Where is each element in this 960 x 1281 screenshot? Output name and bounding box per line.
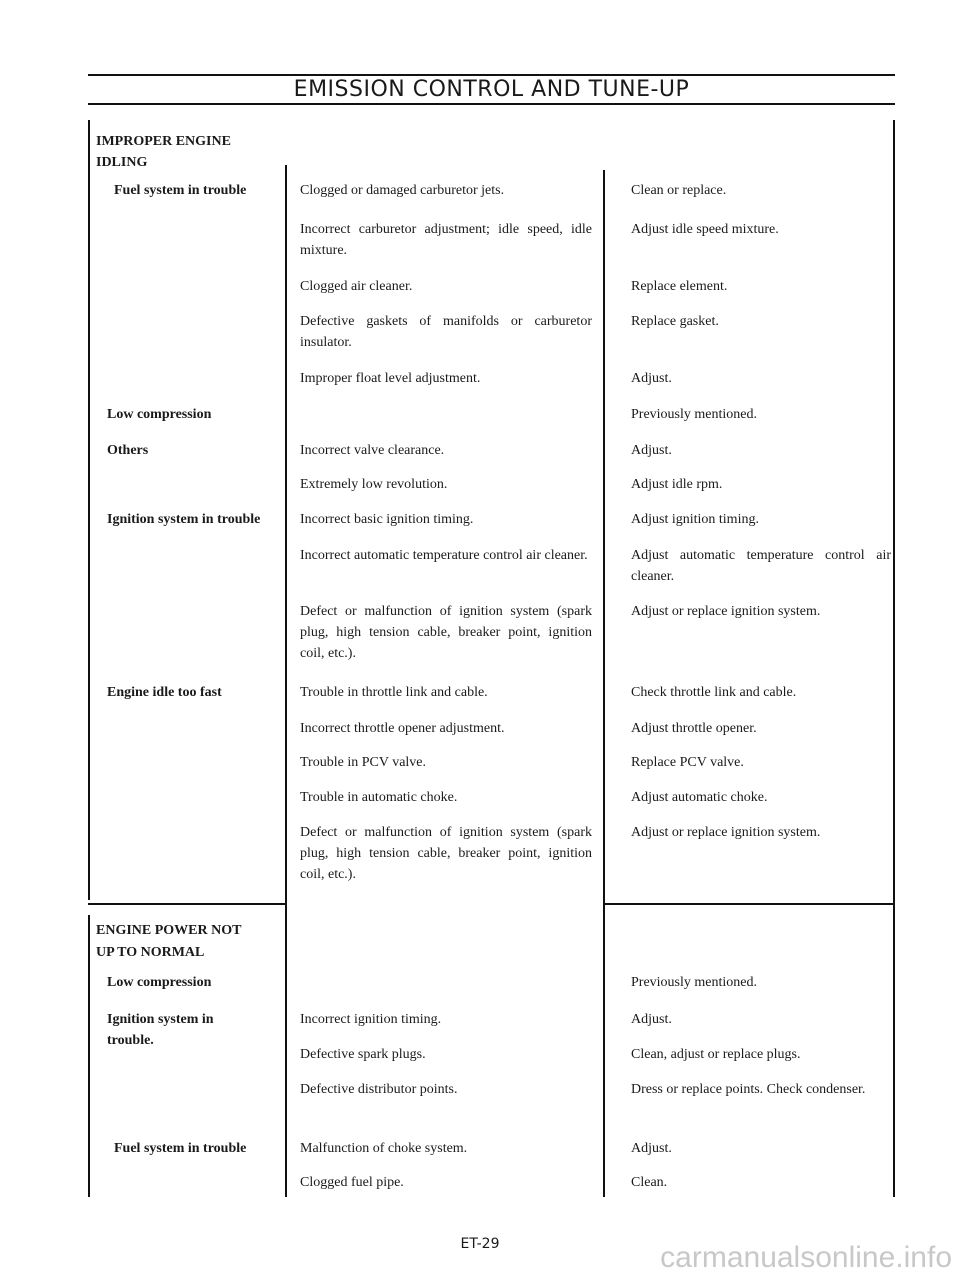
remedy-text: Clean, adjust or replace plugs. — [631, 1047, 801, 1062]
cause-text: Improper float level adjustment. — [300, 371, 481, 386]
remedy-text: Check throttle link and cable. — [631, 685, 797, 700]
cause-text: Trouble in automatic choke. — [300, 790, 458, 805]
condition-others: Others — [107, 443, 149, 458]
cause-text: Trouble in PCV valve. — [300, 755, 427, 770]
cause-text: Incorrect automatic temperature control air cleaner. — [300, 548, 588, 563]
section-divider-left — [88, 903, 286, 905]
section-heading-power-l1: ENGINE POWER NOT — [96, 923, 242, 938]
remedy-text: Dress or replace points. Check condenser. — [631, 1082, 866, 1097]
section-heading-improper-idling-l2: IDLING — [96, 155, 148, 170]
col-divider-2 — [603, 170, 605, 1197]
remedy-text: Adjust. — [631, 1012, 672, 1027]
table-right-border — [893, 120, 895, 1197]
remedy-text: Replace PCV valve. — [631, 755, 744, 770]
remedy-text: Adjust. — [631, 443, 672, 458]
remedy-text: Adjust. — [631, 371, 672, 386]
page-number: ET-29 — [460, 1236, 500, 1252]
cause-text: Trouble in throttle link and cable. — [300, 685, 488, 700]
cause-text: Defective gaskets of manifolds or carburetor insulator. — [300, 314, 592, 350]
cause-text: Defect or malfunction of ignition system (spark plug, high tension cable, breaker point, ignition coil, etc.). — [300, 825, 592, 882]
remedy-text: Adjust automatic choke. — [631, 790, 768, 805]
condition-low-compression: Low compression — [107, 407, 212, 422]
section-heading-improper-idling-l1: IMPROPER ENGINE — [96, 134, 231, 149]
table-left-border-bottom — [88, 915, 90, 1197]
section-heading-power-l2: UP TO NORMAL — [96, 945, 205, 960]
watermark: carmanualsonline.info — [660, 1241, 952, 1274]
remedy-text: Clean or replace. — [631, 183, 727, 198]
condition-ignition-system-2a: Ignition system in — [107, 1012, 214, 1027]
condition-fuel-system-2: Fuel system in trouble — [114, 1141, 247, 1156]
cause-text: Malfunction of choke system. — [300, 1141, 468, 1156]
col-divider-1 — [285, 165, 287, 1197]
section-divider-right — [603, 903, 894, 905]
remedy-text: Clean. — [631, 1175, 668, 1190]
cause-text: Defective distributor points. — [300, 1082, 458, 1097]
cause-text: Defect or malfunction of ignition system (spark plug, high tension cable, breaker point, ignition coil, etc.). — [300, 604, 592, 661]
cause-text: Incorrect basic ignition timing. — [300, 512, 474, 527]
cause-text: Clogged or damaged carburetor jets. — [300, 183, 505, 198]
remedy-text: Adjust throttle opener. — [631, 721, 757, 736]
remedy-text: Replace gasket. — [631, 314, 719, 329]
cause-text: Incorrect carburetor adjustment; idle speed, idle mixture. — [300, 222, 592, 258]
cause-text: Incorrect ignition timing. — [300, 1012, 442, 1027]
condition-ignition-system: Ignition system in trouble — [107, 512, 261, 527]
condition-ignition-system-2b: trouble. — [107, 1033, 154, 1048]
condition-idle-too-fast: Engine idle too fast — [107, 685, 222, 700]
cause-text: Clogged fuel pipe. — [300, 1175, 404, 1190]
page-title: EMISSION CONTROL AND TUNE-UP — [293, 77, 690, 102]
cause-text: Clogged air cleaner. — [300, 279, 413, 294]
remedy-text: Previously mentioned. — [631, 407, 757, 422]
remedy-text: Adjust automatic temperature control air cleaner. — [631, 548, 891, 584]
remedy-text: Adjust or replace ignition system. — [631, 604, 821, 619]
remedy-text: Adjust idle speed mixture. — [631, 222, 779, 237]
condition-fuel-system: Fuel system in trouble — [114, 183, 247, 198]
cause-text: Incorrect valve clearance. — [300, 443, 445, 458]
remedy-text: Previously mentioned. — [631, 975, 757, 990]
table-left-border-top — [88, 120, 90, 900]
condition-low-compression-2: Low compression — [107, 975, 212, 990]
title-rule-bottom — [88, 103, 895, 105]
remedy-text: Adjust idle rpm. — [631, 477, 723, 492]
cause-text: Defective spark plugs. — [300, 1047, 426, 1062]
remedy-text: Adjust. — [631, 1141, 672, 1156]
cause-text: Extremely low revolution. — [300, 477, 448, 492]
remedy-text: Adjust ignition timing. — [631, 512, 759, 527]
remedy-text: Replace element. — [631, 279, 728, 294]
remedy-text: Adjust or replace ignition system. — [631, 825, 821, 840]
cause-text: Incorrect throttle opener adjustment. — [300, 721, 505, 736]
